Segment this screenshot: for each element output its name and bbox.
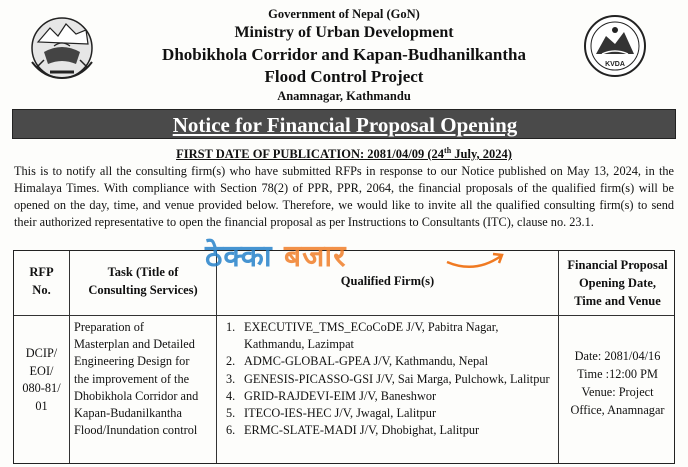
- notice-paragraph: This is to notify all the consulting firm(s) who have submitted RFPs in response to our Notice published on May 13, 2024, in the Himalaya Times. With compliance with Section 78(2) of PPR, PPR, 2064, the financial proposals of the qualified firm(s) will be opened on the day, time, and venue provided below. Therefore, we would like to invite all the qualified consulting firm(s) to send their authorized representative to open the financial proposal as per Instructions to Consultants (ITC), clause no. 23.1.: [14, 164, 674, 229]
- government-line: Government of Nepal (GoN): [268, 7, 420, 21]
- proposal-table: [13, 250, 675, 464]
- firm-item: 2. ADMC-GLOBAL-GPEA J/V, Kathmandu, Nepal: [226, 354, 488, 369]
- header-task: Task (Title of Consulting Services): [88, 265, 198, 297]
- title-banner: [12, 109, 676, 139]
- task-cell: Preparation of Masterplan and Detailed Engineering Design for the improvement of the Dhobikhola Corridor and Kapan-Budanilkantha Flood/Inundation control: [74, 320, 199, 438]
- qualified-firms-cell: [226, 319, 556, 439]
- publication-date-sup: th: [444, 146, 452, 155]
- opening-date: Date: 2081/04/16: [574, 349, 661, 363]
- kvda-logo: [582, 14, 648, 78]
- ministry-line: Ministry of Urban Development: [234, 24, 454, 41]
- header-rfp-no: RFP No.: [29, 265, 54, 297]
- rfp-number-cell: DCIP/ EOI/ 080-81/ 01: [22, 346, 61, 413]
- project-title-line2: Flood Control Project: [264, 67, 424, 86]
- firm-item: 3. GENESIS-PICASSO-GSI J/V, Sai Marga, Pulchowk, Lalitpur: [226, 371, 550, 386]
- watermark-part1: ठेक्का: [205, 239, 285, 274]
- watermark-part2: बजार: [284, 239, 347, 274]
- header-financial-opening: Financial Proposal Opening Date, Time and Venue: [567, 258, 668, 308]
- header-qualified-firms: Qualified Firm(s): [340, 274, 435, 288]
- firm-item: 1. EXECUTIVE_TMS_ECoCoDE J/V, Pabitra Nagar, Kathmandu, Lazimpat: [226, 320, 499, 352]
- firm-list: [226, 319, 556, 439]
- kvda-logo-text: KVDA: [605, 61, 625, 68]
- firm-item: 6. ERMC-SLATE-MADI J/V, Dhobighat, Lalitpur: [226, 423, 480, 438]
- watermark: [205, 232, 505, 278]
- watermark-arrow-icon: [445, 252, 505, 274]
- location-line: Anamnagar, Kathmandu: [277, 89, 411, 103]
- opening-details-cell: [559, 347, 676, 419]
- firm-item: 4. GRID-RAJDEVI-EIM J/V, Baneshwor: [226, 388, 437, 403]
- publication-date: [0, 146, 688, 162]
- firm-item: 5. ITECO-IES-HEC J/V, Jwagal, Lalitpur: [226, 406, 437, 421]
- project-title-line1: Dhobikhola Corridor and Kapan-Budhanilkantha: [162, 45, 526, 64]
- publication-date-prefix: FIRST DATE OF PUBLICATION: 2081/04/09 (24: [176, 147, 445, 162]
- publication-date-suffix: July, 2024): [451, 147, 512, 162]
- opening-venue: Venue: Project Office, Anamnagar: [570, 385, 665, 417]
- notice-title: Notice for Financial Proposal Opening: [172, 113, 518, 137]
- opening-time: Time :12:00 PM: [577, 367, 658, 381]
